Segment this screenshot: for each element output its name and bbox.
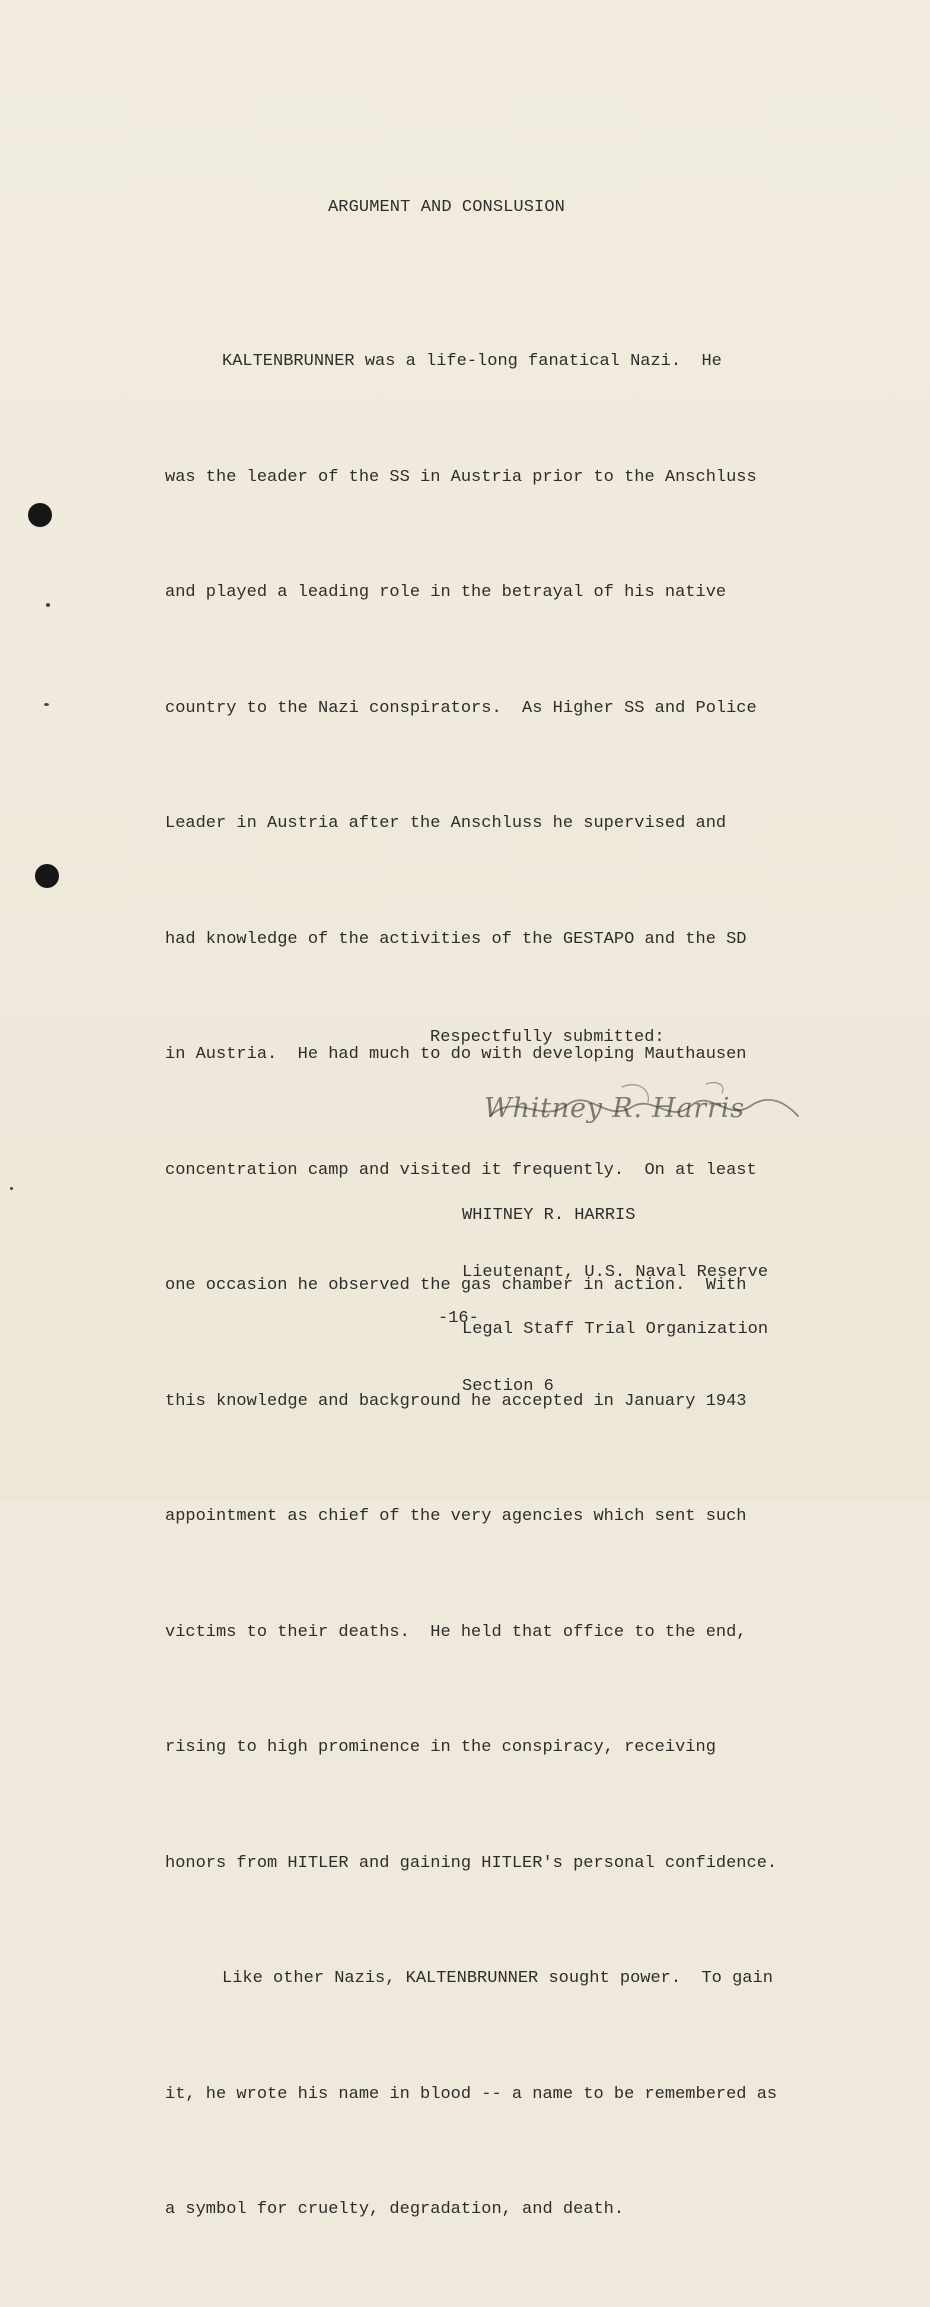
document-title: ARGUMENT AND CONSLUSION — [328, 198, 565, 217]
body-line: a symbol for cruelty, degradation, and death. — [165, 2200, 625, 2219]
body-line: had knowledge of the activities of the GESTAPO and the SD — [165, 929, 747, 949]
signatory-details — [462, 1168, 768, 1434]
body-line: KALTENBRUNNER was a life-long fanatical Nazi. He — [222, 352, 722, 371]
body-line: concentration camp and visited it frequently. On at least — [165, 1160, 757, 1180]
body-line: Leader in Austria after the Anschluss he supervised and — [165, 814, 727, 833]
signatory-rank: Lieutenant, U.S. Naval Reserve — [462, 1263, 769, 1282]
signature-text: Whitney R. Harris — [484, 1093, 745, 1124]
body-line: it, he wrote his name in blood -- a name to be remembered as — [165, 2084, 778, 2104]
signatory-unit: Legal Staff Trial Organization — [462, 1320, 769, 1339]
body-line: country to the Nazi conspirators. As Higher SS and Police — [165, 698, 757, 718]
handwritten-signature — [470, 1079, 810, 1139]
signatory-name: WHITNEY R. HARRIS — [462, 1206, 636, 1225]
signature-block — [430, 1028, 850, 1139]
body-line: honors from HITLER and gaining HITLER's personal confidence. — [165, 1853, 778, 1873]
signatory-section: Section 6 — [462, 1377, 554, 1396]
body-line: appointment as chief of the very agencies which sent such — [165, 1507, 747, 1526]
punch-hole — [28, 503, 52, 527]
paper-speck — [10, 1187, 13, 1190]
body-line: one occasion he observed the gas chamber in action. With — [165, 1276, 747, 1295]
body-line: in Austria. He had much to do with developing Mauthausen — [165, 1045, 747, 1064]
closing-text: Respectfully submitted: — [430, 1028, 665, 1047]
body-line: this knowledge and background he accepted in January 1943 — [165, 1391, 747, 1411]
body-line: and played a leading role in the betrayal of his native — [165, 583, 727, 602]
body-line: rising to high prominence in the conspiracy, receiving — [165, 1738, 716, 1757]
body-line: victims to their deaths. He held that office to the end, — [165, 1622, 747, 1642]
body-line: was the leader of the SS in Austria prior to the Anschluss — [165, 467, 757, 487]
punch-hole — [35, 864, 59, 888]
page-number: -16- — [438, 1309, 479, 1328]
paper-speck — [46, 603, 50, 607]
body-line: Like other Nazis, KALTENBRUNNER sought power. To gain — [222, 1969, 773, 1988]
paper-speck — [44, 703, 49, 706]
